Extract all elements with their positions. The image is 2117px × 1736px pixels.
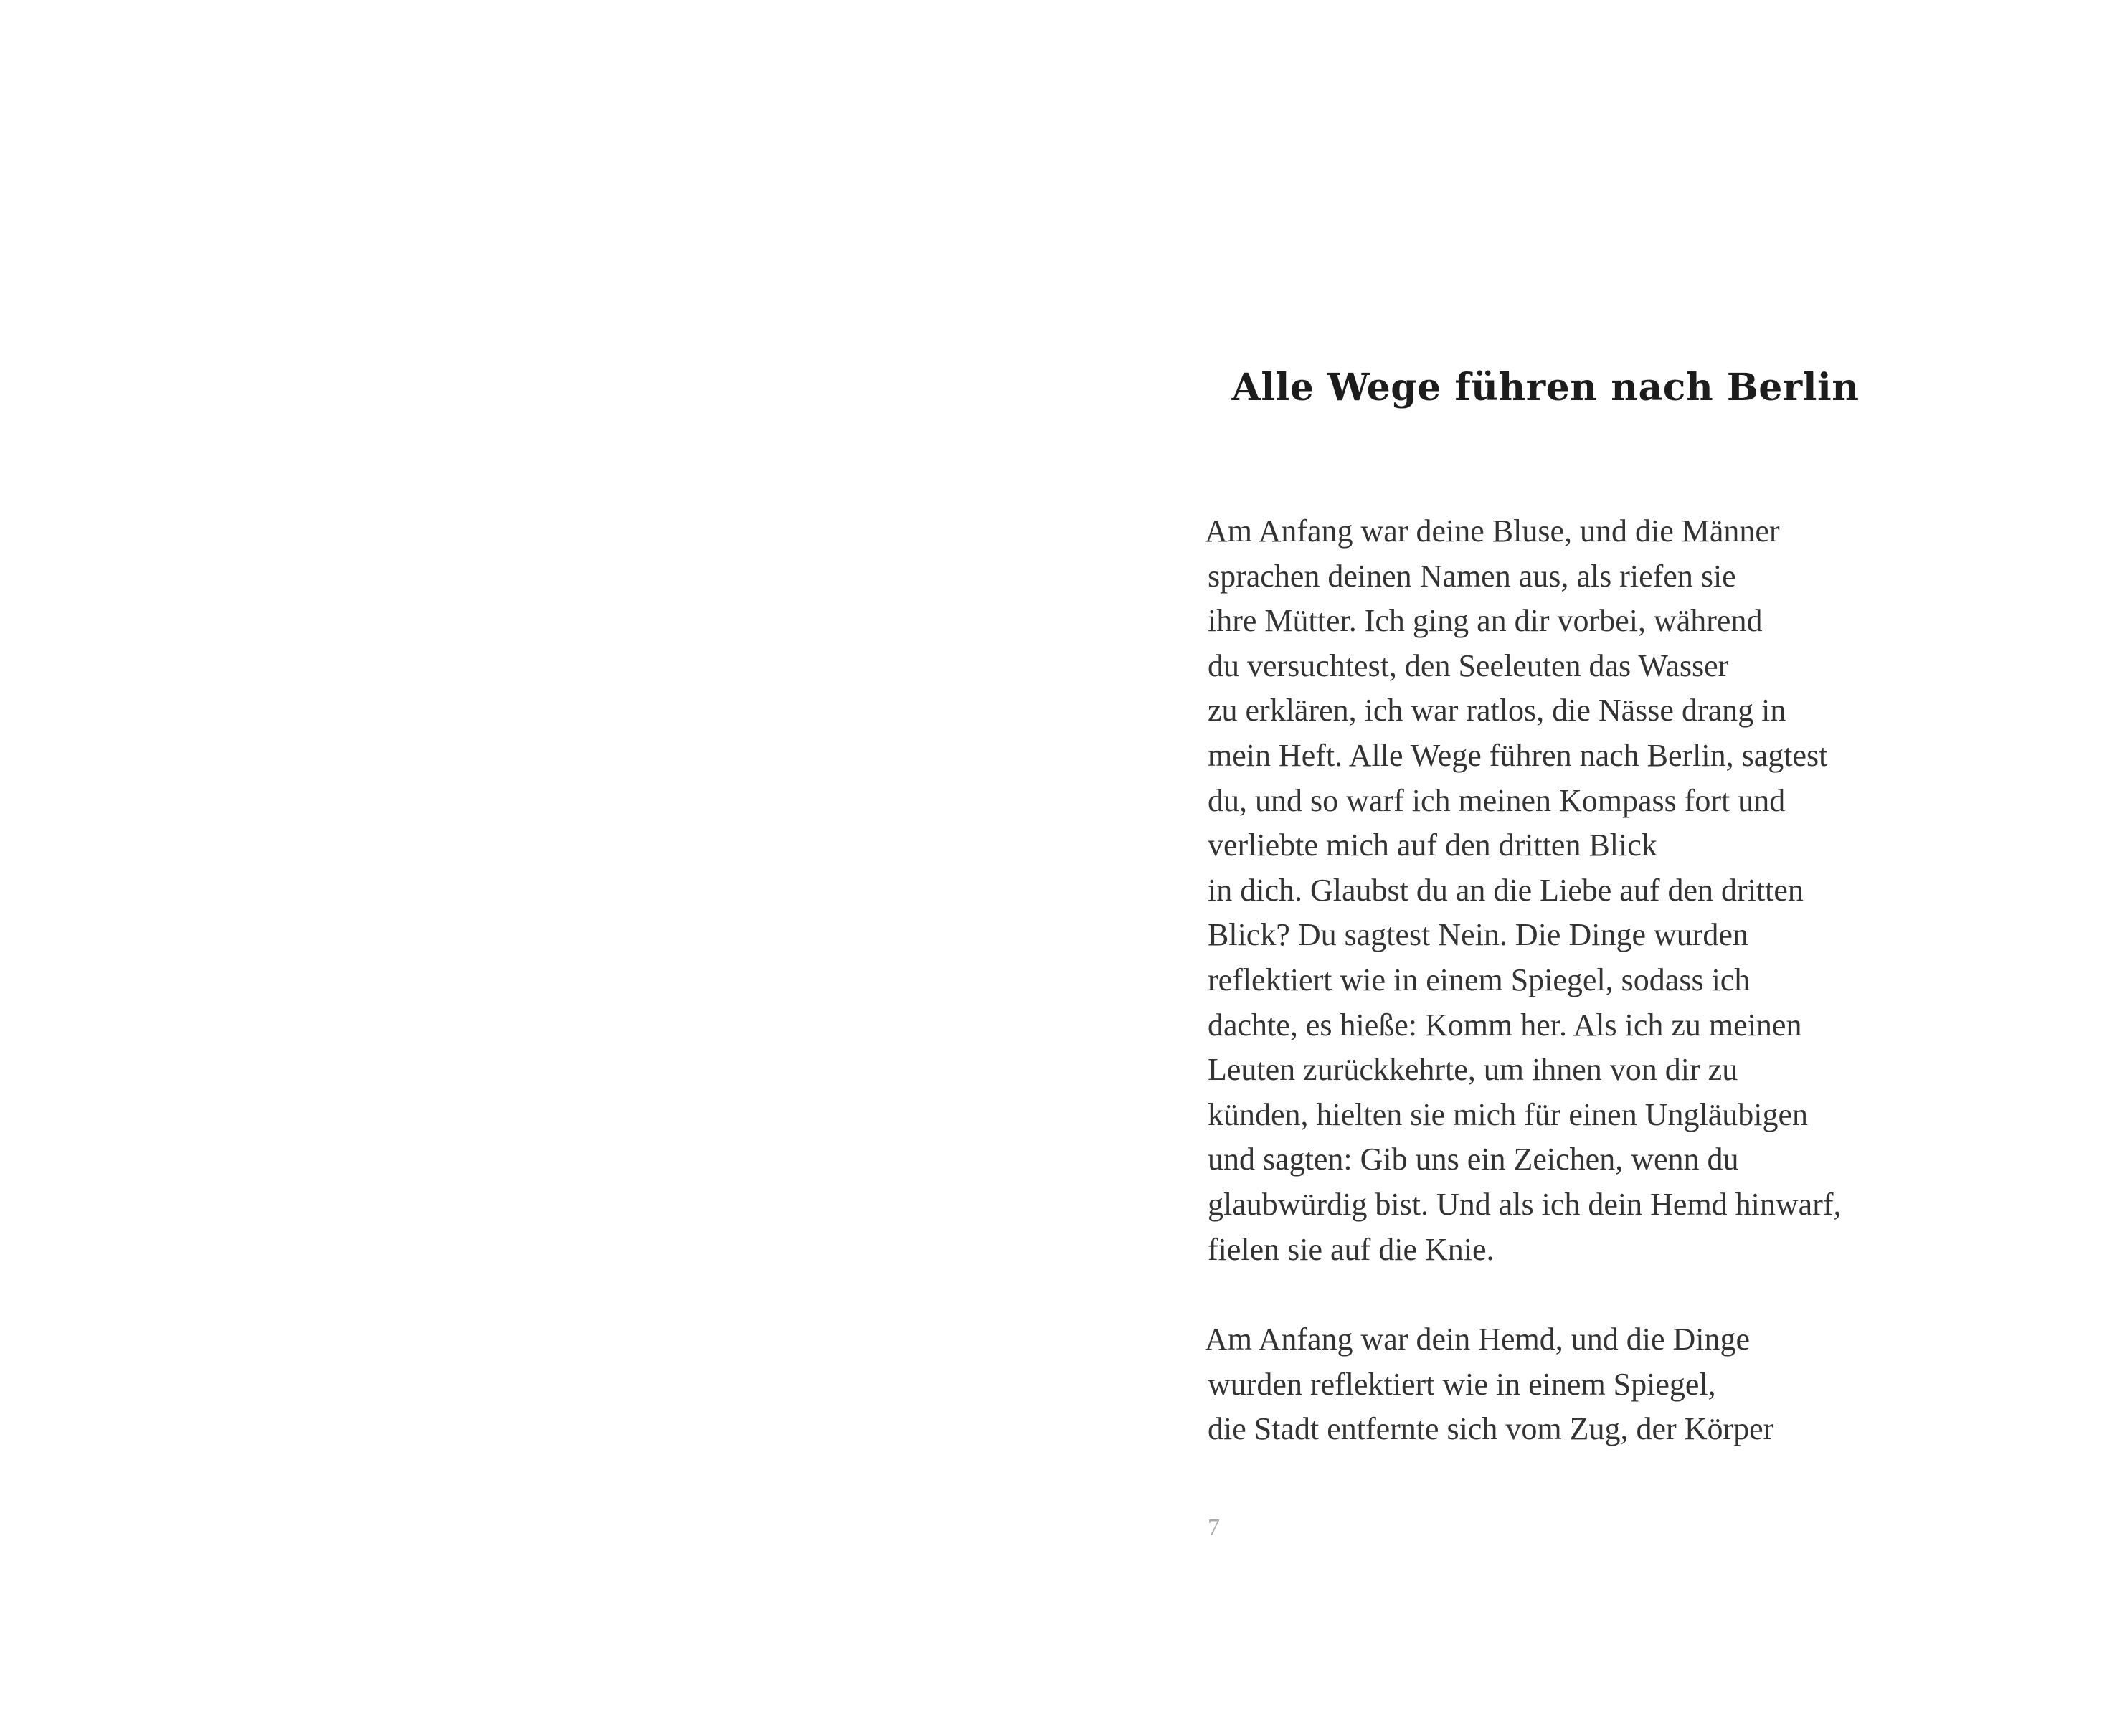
poem-line: wurden reflektiert wie in einem Spiegel,	[1208, 1366, 1716, 1402]
poem-line: Leuten zurückkehrte, um ihnen von dir zu	[1208, 1052, 1738, 1088]
poem-line: Am Anfang war dein Hemd, und die Dinge	[1205, 1322, 1751, 1357]
page-number: 7	[1208, 1514, 1220, 1541]
poem-line: dachte, es hieße: Komm her. Als ich zu meinen	[1208, 1007, 1802, 1043]
stanza-2	[1205, 1317, 1997, 1452]
poem-line: reflektiert wie in einem Spiegel, sodass ich	[1208, 962, 1751, 997]
poem-line: verliebte mich auf den dritten Blick	[1208, 827, 1657, 863]
poem-line: mein Heft. Alle Wege führen nach Berlin, sagtest	[1208, 737, 1828, 773]
stanza-1	[1205, 509, 1997, 1272]
poem-line: in dich. Glaubst du an die Liebe auf den dritten	[1208, 872, 1804, 908]
poem-title: Alle Wege führen nach Berlin	[1231, 366, 1860, 409]
left-page-blank	[0, 0, 1058, 1736]
poem-line: künden, hielten sie mich für einen Ungläubigen	[1208, 1096, 1808, 1132]
poem-line: du versuchtest, den Seeleuten das Wasser	[1208, 648, 1729, 683]
poem-body	[1205, 509, 1997, 1497]
poem-line: und sagten: Gib uns ein Zeichen, wenn du	[1208, 1142, 1739, 1177]
poem-line: fielen sie auf die Knie.	[1208, 1231, 1495, 1267]
poem-line: sprachen deinen Namen aus, als riefen sie	[1208, 558, 1736, 594]
poem-line: die Stadt entfernte sich vom Zug, der Körper	[1208, 1411, 1774, 1447]
poem-line: Blick? Du sagtest Nein. Die Dinge wurden	[1208, 917, 1748, 953]
poem-line: zu erklären, ich war ratlos, die Nässe drang in	[1208, 693, 1786, 729]
poem-line: Am Anfang war deine Bluse, und die Männer	[1205, 513, 1780, 549]
poem-line: glaubwürdig bist. Und als ich dein Hemd hinwarf,	[1208, 1186, 1842, 1222]
poem-line: ihre Mütter. Ich ging an dir vorbei, während	[1208, 603, 1763, 639]
poem-line: du, und so warf ich meinen Kompass fort und	[1208, 782, 1786, 818]
